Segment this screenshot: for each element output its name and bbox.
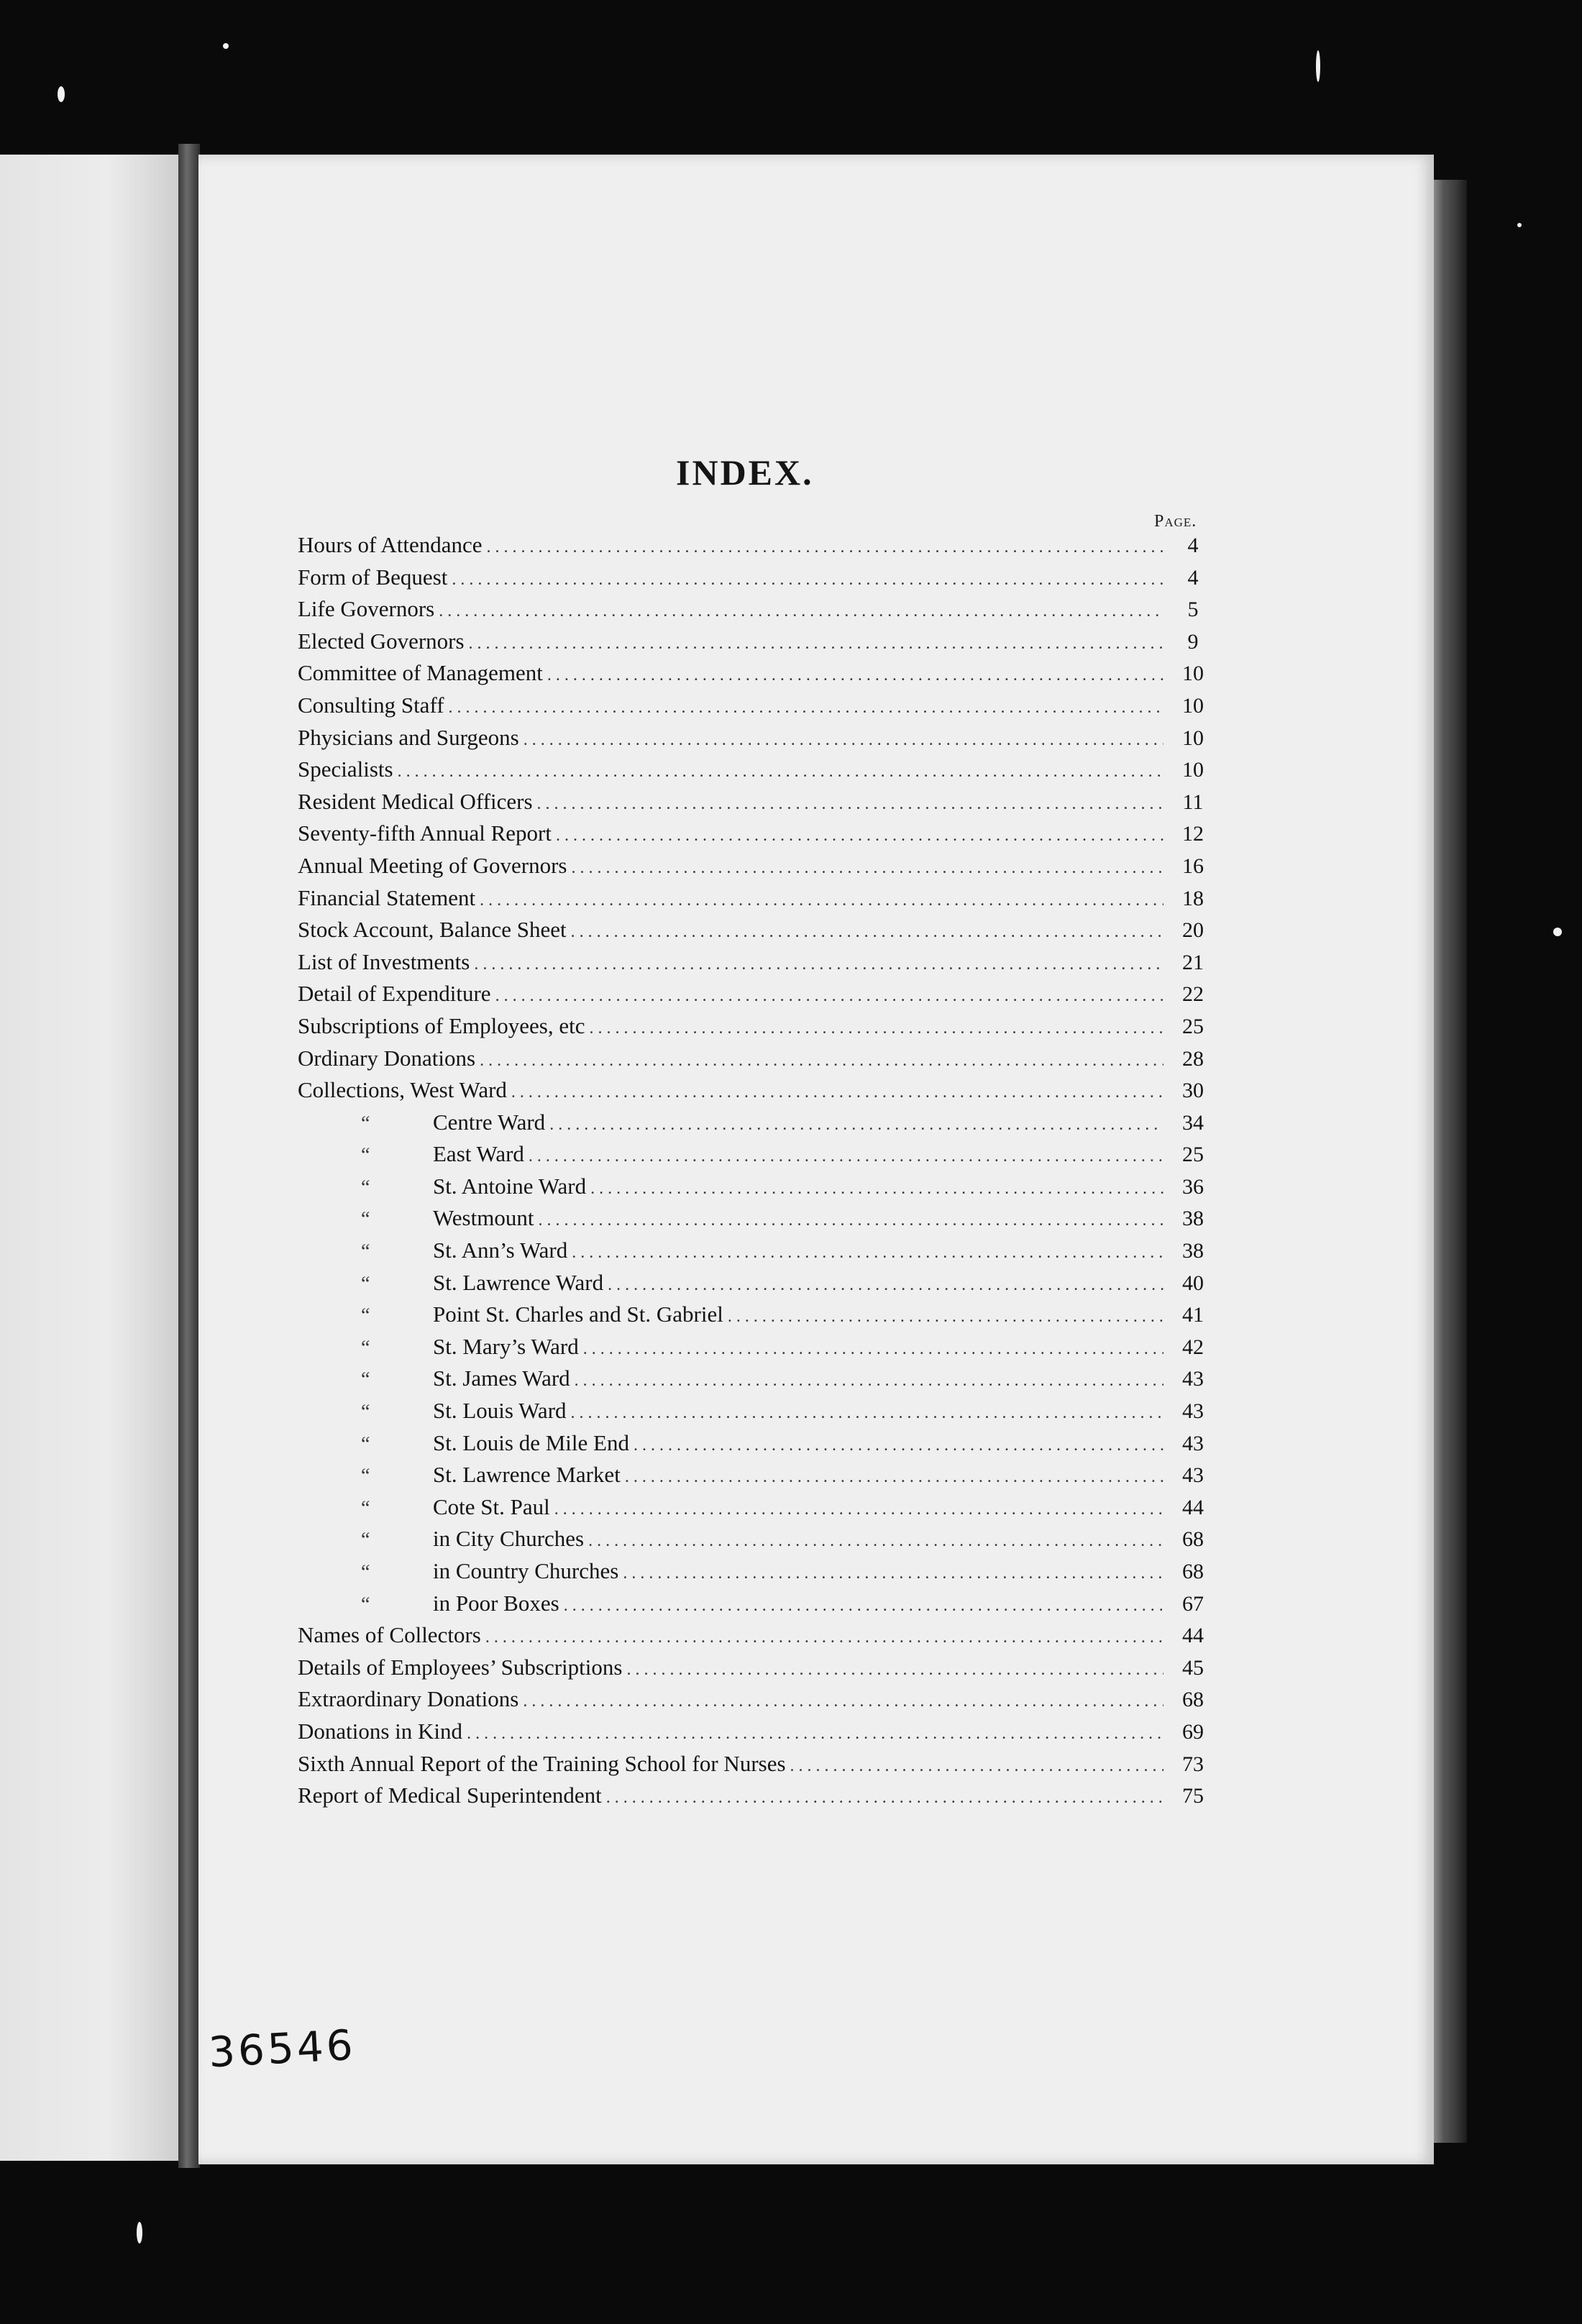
index-entry: [298, 1238, 1218, 1270]
index-entry: [298, 789, 1218, 821]
index-entry: [298, 1719, 1218, 1751]
entry-page-number: 16: [1182, 854, 1204, 878]
entry-label: Names of Collectors: [298, 1622, 481, 1648]
dot-leader: [467, 1724, 1163, 1744]
index-entry: [298, 628, 1218, 661]
ditto-mark: “: [361, 1593, 370, 1616]
entry-label: Details of Employees’ Subscriptions: [298, 1654, 623, 1680]
entry-label: St. Ann’s Ward: [433, 1238, 568, 1263]
entry-label: Stock Account, Balance Sheet: [298, 917, 567, 943]
entry-label: Life Governors: [298, 596, 435, 622]
index-entry: [298, 725, 1218, 757]
dot-leader: [547, 666, 1163, 685]
ditto-mark: “: [361, 1561, 370, 1583]
dot-leader: [575, 1371, 1163, 1391]
dot-leader: [529, 1147, 1163, 1166]
dot-leader: [452, 570, 1163, 590]
entry-page-number: 43: [1182, 1399, 1204, 1424]
index-entry: [298, 1365, 1218, 1398]
entry-page-number: 18: [1182, 886, 1204, 910]
entry-page-number: 43: [1182, 1367, 1204, 1391]
entry-label: in Poor Boxes: [433, 1590, 559, 1616]
entry-page-number: 4: [1187, 534, 1199, 557]
dot-leader: [571, 923, 1163, 942]
entry-label: Hours of Attendance: [298, 532, 483, 557]
entry-page-number: 25: [1182, 1014, 1204, 1038]
entry-label: Physicians and Surgeons: [298, 724, 519, 750]
entry-page-number: 5: [1187, 598, 1199, 622]
index-entry: [298, 1046, 1218, 1078]
entry-page-number: 10: [1182, 758, 1204, 782]
dot-leader: [523, 731, 1163, 750]
entry-label: Donations in Kind: [298, 1718, 463, 1744]
index-entry: [298, 1558, 1218, 1591]
ditto-mark: “: [361, 1144, 370, 1167]
index-entry: [298, 692, 1218, 725]
index-entry: [298, 1494, 1218, 1527]
entry-label: Detail of Expenditure: [298, 981, 491, 1007]
dust-speck: [1316, 50, 1320, 82]
ditto-mark: “: [361, 1112, 370, 1135]
book-gutter: [178, 144, 200, 2168]
index-entry: [298, 564, 1218, 597]
entry-page-number: 28: [1182, 1046, 1204, 1071]
index-entry: [298, 1013, 1218, 1046]
entry-label: List of Investments: [298, 948, 470, 974]
dot-leader: [485, 1628, 1163, 1647]
index-entry: [298, 1686, 1218, 1719]
entry-page-number: 10: [1182, 693, 1204, 718]
entry-label: in Country Churches: [433, 1558, 619, 1583]
entry-label: Resident Medical Officers: [298, 788, 533, 814]
entry-page-number: 69: [1182, 1719, 1204, 1744]
index-entry: [298, 1751, 1218, 1783]
entry-label: Committee of Management: [298, 660, 543, 686]
entry-page-number: 22: [1182, 982, 1204, 1007]
ditto-mark: “: [361, 1496, 370, 1519]
dot-leader: [634, 1436, 1163, 1455]
entry-page-number: 43: [1182, 1463, 1204, 1488]
entry-page-number: 20: [1182, 918, 1204, 943]
entry-label: Form of Bequest: [298, 564, 448, 590]
dot-leader: [790, 1757, 1163, 1776]
dot-leader: [538, 1211, 1163, 1230]
entry-page-number: 44: [1182, 1624, 1204, 1648]
dot-leader: [511, 1083, 1163, 1102]
dot-leader: [590, 1179, 1163, 1199]
dot-leader: [523, 1692, 1163, 1711]
entry-label: St. Lawrence Ward: [433, 1269, 604, 1295]
dot-leader: [398, 762, 1163, 782]
index-entry: [298, 1334, 1218, 1366]
index-entry: [298, 1591, 1218, 1623]
dot-leader: [583, 1340, 1163, 1359]
entry-label: Report of Medical Superintendent: [298, 1783, 602, 1808]
entry-page-number: 30: [1182, 1079, 1204, 1103]
entry-page-number: 25: [1182, 1143, 1204, 1167]
entry-label: St. Mary’s Ward: [433, 1333, 579, 1359]
entry-page-number: 40: [1182, 1271, 1204, 1295]
dot-leader: [625, 1468, 1163, 1487]
entry-label: Ordinary Donations: [298, 1045, 476, 1071]
entry-label: Seventy-fifth Annual Report: [298, 820, 552, 846]
dot-leader: [469, 634, 1163, 654]
entry-label: in City Churches: [433, 1526, 585, 1552]
index-entry: [298, 1783, 1218, 1815]
entry-page-number: 68: [1182, 1527, 1204, 1552]
ditto-mark: “: [361, 1432, 370, 1455]
index-entry: [298, 1174, 1218, 1206]
index-entry: [298, 596, 1218, 628]
index-entry: [298, 660, 1218, 692]
entry-page-number: 21: [1182, 950, 1204, 974]
ditto-mark: “: [361, 1208, 370, 1231]
entry-label: Consulting Staff: [298, 692, 444, 718]
entry-label: Subscriptions of Employees, etc: [298, 1012, 585, 1038]
page-block-edge: [1431, 180, 1467, 2143]
index-entry: [298, 885, 1218, 918]
entry-page-number: 45: [1182, 1655, 1204, 1680]
dot-leader: [537, 795, 1163, 814]
index-entry: [298, 1430, 1218, 1463]
ditto-mark: “: [361, 1304, 370, 1327]
dot-leader: [439, 602, 1163, 621]
dot-leader: [556, 826, 1163, 846]
dot-leader: [564, 1596, 1163, 1616]
dot-leader: [590, 1019, 1164, 1038]
dot-leader: [572, 859, 1164, 878]
entry-page-number: 43: [1182, 1431, 1204, 1455]
index-entry: [298, 981, 1218, 1013]
index-entry: [298, 1622, 1218, 1655]
entry-page-number: 38: [1182, 1207, 1204, 1231]
index-entry: [298, 1398, 1218, 1430]
page-title: INDEX.: [676, 452, 814, 493]
entry-page-number: 42: [1182, 1335, 1204, 1359]
entry-page-number: 11: [1182, 790, 1204, 814]
dust-speck: [223, 43, 229, 49]
dust-speck: [137, 2222, 142, 2243]
dot-leader: [480, 1051, 1163, 1071]
index-entry: [298, 532, 1218, 564]
index-entry: [298, 756, 1218, 789]
dot-leader: [572, 1243, 1163, 1263]
ditto-mark: “: [361, 1465, 370, 1488]
entry-label: Financial Statement: [298, 884, 476, 910]
entry-page-number: 10: [1182, 726, 1204, 750]
dust-speck: [58, 86, 65, 102]
facing-page-shade: [0, 155, 178, 2161]
entry-page-number: 68: [1182, 1560, 1204, 1583]
entry-page-number: 4: [1187, 565, 1199, 590]
index-entry: [298, 917, 1218, 949]
entry-page-number: 68: [1182, 1688, 1204, 1712]
dot-leader: [549, 1115, 1163, 1135]
entry-label: Point St. Charles and St. Gabriel: [433, 1301, 723, 1327]
entry-page-number: 75: [1182, 1784, 1204, 1808]
index-entry: [298, 853, 1218, 885]
index-entry: [298, 1110, 1218, 1142]
dot-leader: [554, 1500, 1163, 1519]
dot-leader: [608, 1276, 1163, 1295]
dust-speck: [1553, 928, 1562, 936]
index-list: [298, 532, 1218, 1815]
entry-label: Centre Ward: [433, 1109, 546, 1135]
entry-page-number: 73: [1182, 1752, 1204, 1776]
entry-label: St. James Ward: [433, 1365, 570, 1391]
ditto-mark: “: [361, 1529, 370, 1552]
ditto-mark: “: [361, 1272, 370, 1295]
ditto-mark: “: [361, 1368, 370, 1391]
entry-label: Extraordinary Donations: [298, 1686, 519, 1712]
entry-page-number: 10: [1182, 662, 1204, 686]
entry-label: St. Louis Ward: [433, 1398, 567, 1424]
index-entry: [298, 1301, 1218, 1334]
entry-label: Specialists: [298, 756, 393, 782]
dot-leader: [449, 698, 1163, 718]
dot-leader: [606, 1788, 1163, 1808]
entry-label: Elected Governors: [298, 628, 465, 654]
index-entry: [298, 1141, 1218, 1174]
page-column-heading: Page.: [1154, 512, 1197, 531]
index-entry: [298, 1077, 1218, 1110]
dot-leader: [626, 1660, 1163, 1680]
entry-page-number: 67: [1182, 1591, 1204, 1616]
dot-leader: [487, 538, 1163, 557]
entry-label: Sixth Annual Report of the Training School for Nurses: [298, 1750, 786, 1776]
dust-speck: [1517, 223, 1522, 227]
index-entry: [298, 1526, 1218, 1558]
entry-page-number: 41: [1182, 1303, 1204, 1327]
dot-leader: [571, 1404, 1163, 1423]
entry-label: St. Louis de Mile End: [433, 1429, 629, 1455]
dot-leader: [728, 1307, 1163, 1327]
index-entry: [298, 1270, 1218, 1302]
entry-label: Annual Meeting of Governors: [298, 852, 567, 878]
handwritten-accession-number: 36546: [207, 2020, 357, 2077]
index-entry: [298, 820, 1218, 853]
entry-page-number: 44: [1182, 1495, 1204, 1519]
entry-page-number: 38: [1182, 1239, 1204, 1263]
ditto-mark: “: [361, 1336, 370, 1359]
facing-page: [0, 155, 178, 2161]
index-entry: [298, 1205, 1218, 1238]
dot-leader: [495, 987, 1163, 1006]
index-entry: [298, 1462, 1218, 1494]
dot-leader: [474, 955, 1163, 974]
dot-leader: [588, 1532, 1163, 1551]
entry-label: Cote St. Paul: [433, 1493, 550, 1519]
dot-leader: [480, 891, 1163, 910]
entry-page-number: 12: [1182, 822, 1204, 846]
entry-label: East Ward: [433, 1141, 524, 1167]
entry-page-number: 36: [1182, 1174, 1204, 1199]
entry-page-number: 9: [1187, 629, 1199, 654]
ditto-mark: “: [361, 1176, 370, 1199]
entry-label: St. Lawrence Market: [433, 1462, 621, 1488]
entry-label: Collections, West Ward: [298, 1077, 507, 1103]
entry-page-number: 34: [1182, 1110, 1204, 1135]
dot-leader: [623, 1564, 1163, 1583]
entry-label: Westmount: [433, 1205, 534, 1231]
ditto-mark: “: [361, 1401, 370, 1424]
index-entry: [298, 949, 1218, 982]
ditto-mark: “: [361, 1240, 370, 1263]
index-entry: [298, 1655, 1218, 1687]
entry-label: St. Antoine Ward: [433, 1173, 587, 1199]
